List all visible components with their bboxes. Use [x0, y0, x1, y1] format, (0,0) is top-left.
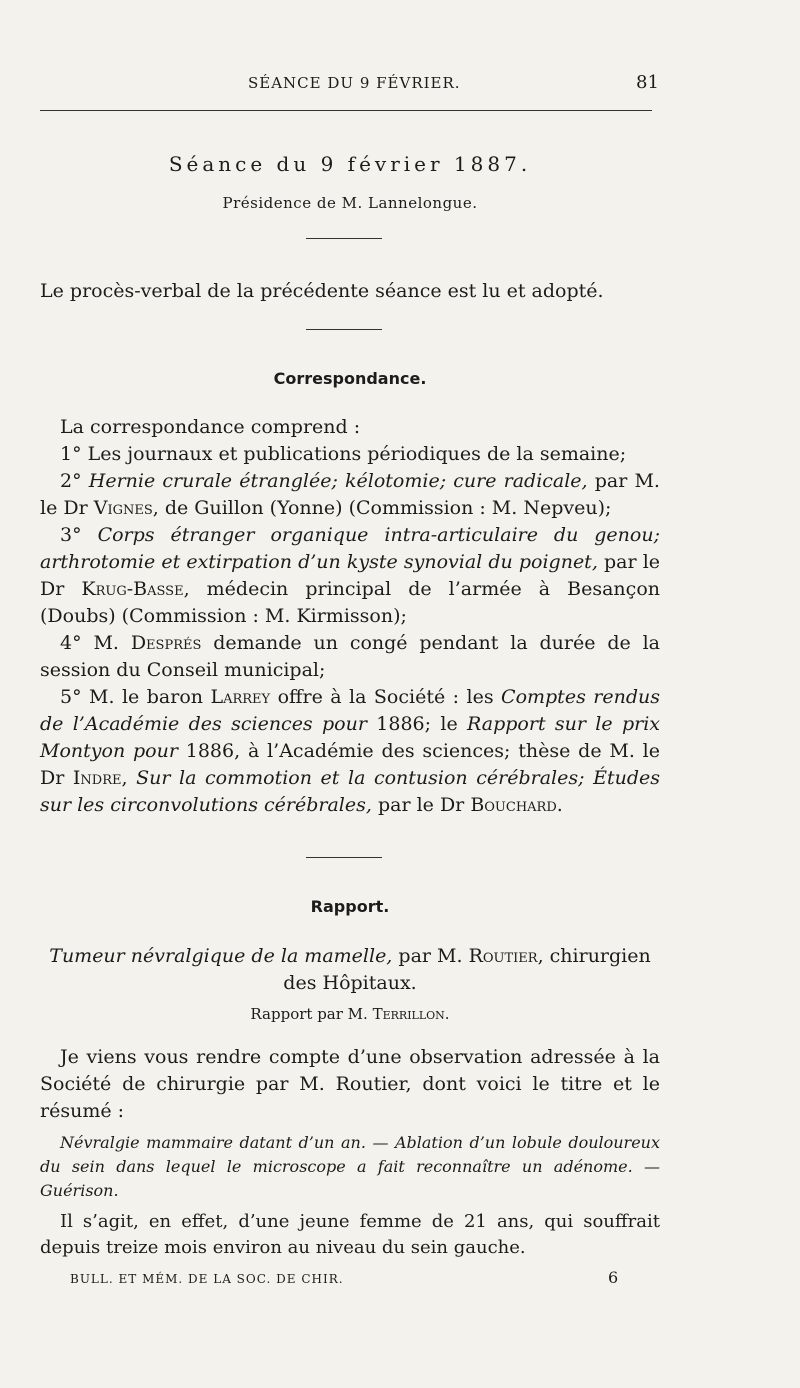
author-name: Routier: [468, 945, 538, 967]
author-name: Larrey: [210, 686, 271, 708]
divider: [306, 238, 382, 239]
text-fragment: offre à la Société : les: [277, 686, 494, 708]
correspondance-item-1: 1° Les journaux et publications périodiques de la semaine;: [60, 443, 627, 465]
header-rule: [40, 110, 652, 111]
observation-title: Névralgie mammaire datant d’un an. — Ablation d’un lobule douloureux du sein dans lequel le microscope a fait reconnaître un adénome. — Guérison.: [40, 1133, 660, 1200]
author-name: Indre: [72, 767, 122, 789]
divider: [306, 857, 382, 858]
text-fragment: .: [444, 1005, 450, 1023]
title-abbrev: Dr: [63, 497, 88, 519]
correspondance-item-4: [40, 630, 660, 684]
work-title: Comptes rendus de l’Académie des sciences pour: [40, 686, 660, 735]
text-fragment: par M. le: [40, 470, 660, 519]
author-name: Després: [130, 632, 202, 654]
text-fragment: demande un congé pendant la durée de la session du Conseil municipal;: [40, 632, 661, 681]
running-head: SÉANCE DU 9 FÉVRIER.: [248, 74, 461, 92]
text-fragment: , médecin principal de l’armée à Besançon (Doubs) (Commission : M. Kirmisson);: [40, 578, 660, 627]
rapport-heading: Rapport.: [310, 897, 390, 916]
author-name: Terrillon: [372, 1005, 445, 1023]
journal-footer: BULL. ET MÉM. DE LA SOC. DE CHIR.: [70, 1272, 344, 1286]
report-title: Tumeur névralgique de la mamelle,: [49, 945, 393, 967]
correspondance-item-2: [40, 468, 660, 522]
text-fragment: par le: [604, 551, 661, 573]
work-title: Rapport sur le prix Montyon pour: [40, 713, 660, 762]
signature-mark: 6: [608, 1268, 619, 1287]
text-fragment: , chirurgien des Hôpitaux.: [283, 945, 651, 994]
minutes-paragraph: [40, 278, 660, 305]
rapport-byline: [40, 1005, 660, 1023]
title-abbrev: Dr: [40, 578, 65, 600]
correspondance-heading: Correspondance.: [273, 369, 427, 388]
author-name: Krug-Basse: [81, 578, 184, 600]
correspondance-body: [40, 414, 660, 819]
session-title: Séance du 9 février 1887.: [168, 152, 532, 176]
text-fragment: par M.: [398, 945, 463, 967]
text-fragment: , de Guillon (Yonne) (Commission : M. Nepveu);: [152, 497, 612, 519]
text-fragment: .: [556, 794, 563, 816]
work-title: Corps étranger organique intra-articulaire du genou; arthrotomie et extirpation d’un kyste synovial du poignet,: [40, 524, 660, 573]
text-fragment: par le: [377, 794, 434, 816]
rapport-body: [40, 1044, 660, 1261]
text-fragment: 5° M. le baron: [60, 686, 203, 708]
author-name: Bouchard: [470, 794, 557, 816]
minutes-text: Le procès-verbal de la précédente séance est lu et adopté.: [40, 280, 604, 302]
correspondance-item-5: 5° M. le baron Larrey offre à la Société : les Comptes rendus de l’Académie des sciences pour 1886; le Rapport sur le prix Montyon pour 1886, à l’Académie des sciences; thèse de M. le Dr Indre, Sur la commotion et la contusion cérébrales; Études sur les circonvolutions cérébrales, par le Dr Bouchard.: [40, 686, 661, 816]
text-fragment: 4° M.: [60, 632, 119, 654]
rapport-title: [40, 943, 660, 997]
author-name: Vignes: [93, 497, 153, 519]
page-number: 81: [636, 72, 659, 93]
divider: [306, 329, 382, 330]
item-number: 3°: [60, 524, 82, 546]
correspondance-intro: La correspondance comprend :: [60, 416, 361, 438]
body-paragraph: Il s’agit, en effet, d’une jeune femme de 21 ans, qui souffrait depuis treize mois environ au niveau du sein gauche.: [40, 1211, 660, 1258]
item-number: 2°: [60, 470, 82, 492]
presidence-line: Présidence de M. Lannelongue.: [222, 194, 478, 212]
text-fragment: Rapport par M.: [250, 1005, 368, 1023]
correspondance-item-3: [40, 522, 660, 630]
title-abbrev: Dr: [40, 767, 65, 789]
text-fragment: 1886, à l’Académie des sciences; thèse de M. le: [185, 740, 661, 762]
body-paragraph: Je viens vous rendre compte d’une observation adressée à la Société de chirurgie par M. Routier, dont voici le titre et le résumé :: [40, 1046, 660, 1122]
text-fragment: 1886; le: [376, 713, 458, 735]
work-title: Hernie crurale étranglée; kélotomie; cure radicale,: [88, 470, 588, 492]
work-title: Sur la commotion et la contusion cérébrales; Études sur les circonvolutions cérébrales,: [40, 767, 660, 816]
title-abbrev: Dr: [439, 794, 465, 816]
